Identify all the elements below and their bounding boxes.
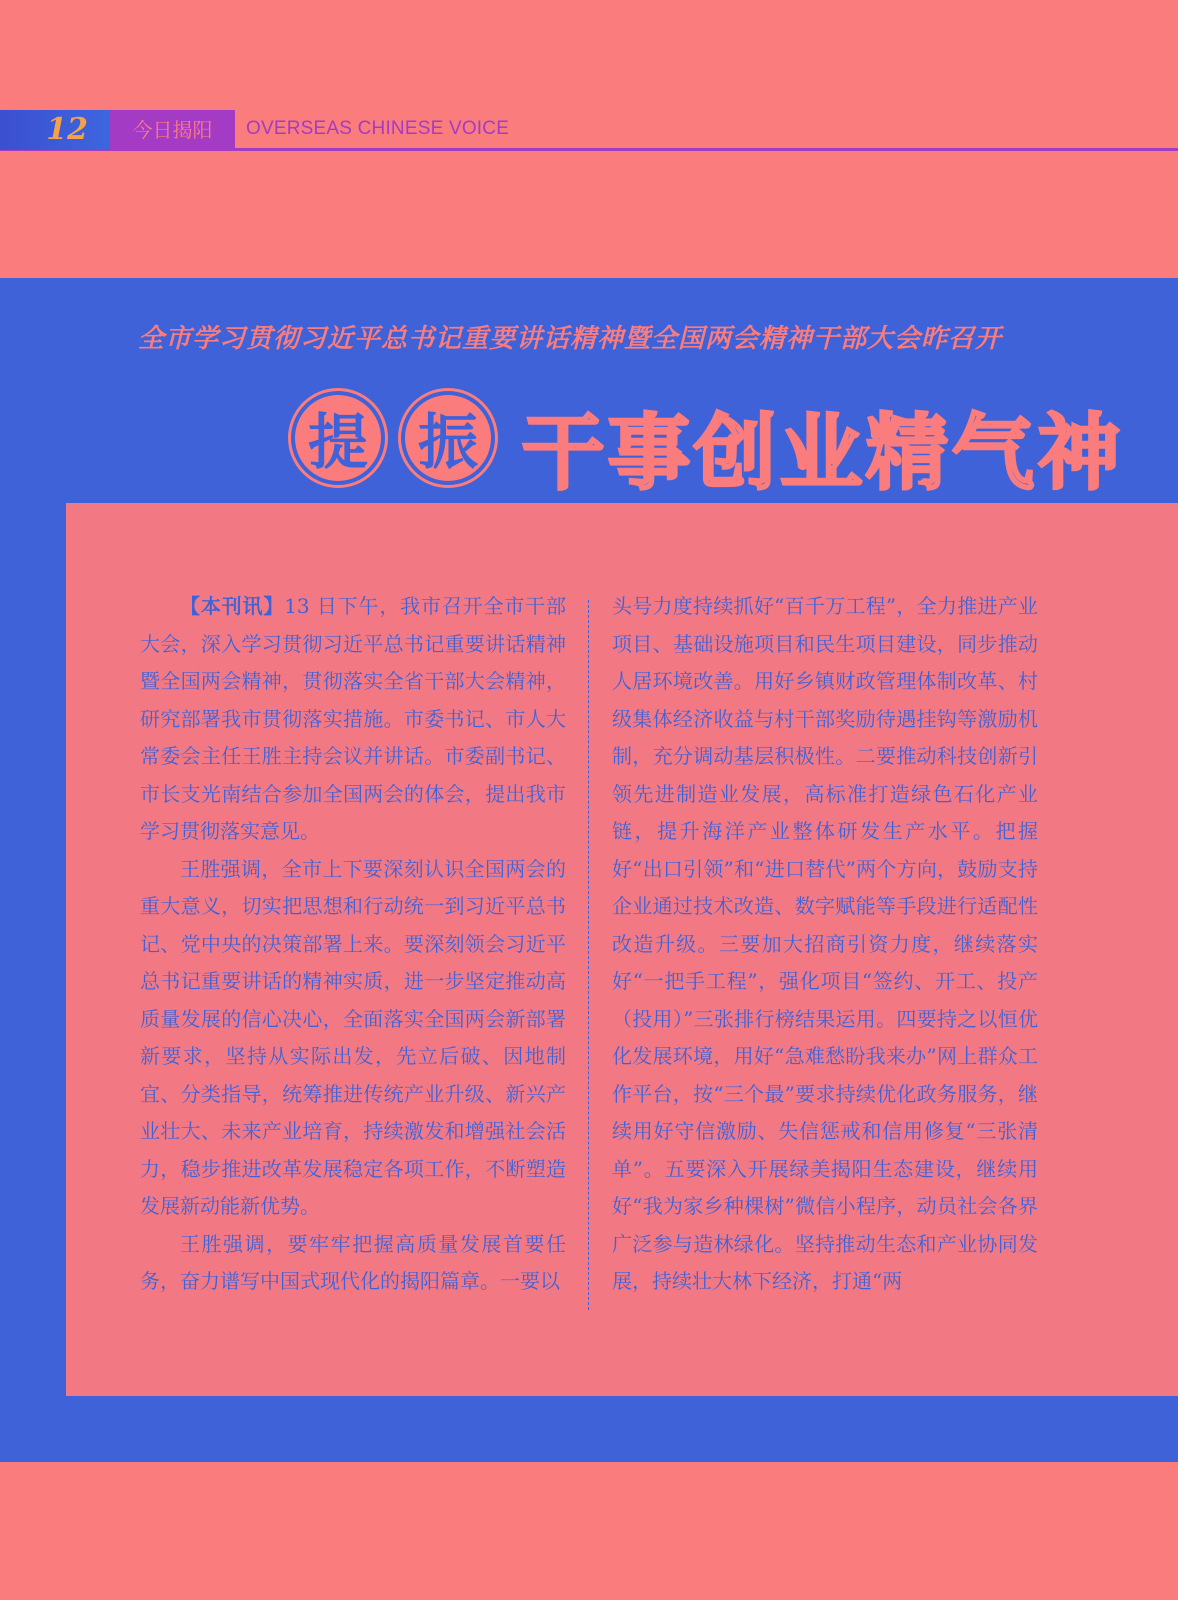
article-paragraph-1 [140,588,566,851]
article-paragraph-2: 王胜强调，全市上下要深刻认识全国两会的重大意义，切实把思想和行动统一到习近平总书记、党中央的决策部署上来。要深刻领会习近平总书记重要讲话的精神实质，进一步坚定推动高质量发展的信心决心，全面落实全国两会新部署新要求，坚持从实际出发，先立后破、因地制宜、分类指导，统筹推进传统产业升级、新兴产业壮大、未来产业培育，持续激发和增强社会活力，稳步推进改革发展稳定各项工作，不断塑造发展新动能新优势。 [140,856,566,1218]
article-column-right [612,588,1038,1301]
section-label: 今日揭阳 [110,110,235,150]
article-paragraph-4: 头号力度持续抓好“百千万工程”，全力推进产业项目、基础设施项目和民生项目建设，同步推动人居环境改善。用好乡镇财政管理体制改革、村级集体经济收益与村干部奖励待遇挂钩等激励机制，充分调动基层积极性。二要推动科技创新引领先进制造业发展，高标准打造绿色石化产业链，提升海洋产业整体研发生产水平。把握好“出口引领”和“进口替代”两个方向，鼓励支持企业通过技术改造、数字赋能等手段进行适配性改造升级。三要加大招商引资力度，继续落实好“一把手工程”，强化项目“签约、开工、投产（投用）”三张排行榜结果运用。四要持之以恒优化发展环境，用好“急难愁盼我来办”网上群众工作平台，按“三个最”要求持续优化政务服务，继续用好守信激励、失信惩戒和信用修复“三张清单”。五要深入开展绿美揭阳生态建设，继续用好“我为家乡种棵树”微信小程序，动员社会各界广泛参与造林绿化。坚持推动生态和产业协同发展，持续壮大林下经济，打通“两 [612,594,1038,1293]
headline-circle-2 [398,388,498,488]
headline-title: 干事创业精气神 [522,405,1125,501]
article-paragraph-1-text: 13 日下午，我市召开全市干部大会，深入学习贯彻习近平总书记重要讲话精神暨全国两会精神，贯彻落实全省干部大会精神，研究部署我市贯彻落实措施。市委书记、市人大常委会主任王胜主持会议并讲话。市委副书记、市长支光南结合参加全国两会的体会，提出我市学习贯彻落实意见。 [140,594,567,843]
headline-subtitle: 全市学习贯彻习近平总书记重要讲话精神暨全国两会精神干部大会昨召开 [138,324,1003,354]
page-number: 12 [0,110,110,150]
headline-circle-1-char: 提 [295,395,381,481]
headline-circle-1 [288,388,388,488]
headline-circle-2-char: 振 [405,395,491,481]
magazine-name: OVERSEAS CHINESE VOICE [246,118,510,139]
article-paragraph-3: 王胜强调，要牢牢把握高质量发展首要任务，奋力谱写中国式现代化的揭阳篇章。一要以 [140,1231,566,1293]
article-lead-tag: 【本刊讯】 [180,594,285,618]
column-divider [588,600,589,1310]
article-column-left [140,588,566,1301]
